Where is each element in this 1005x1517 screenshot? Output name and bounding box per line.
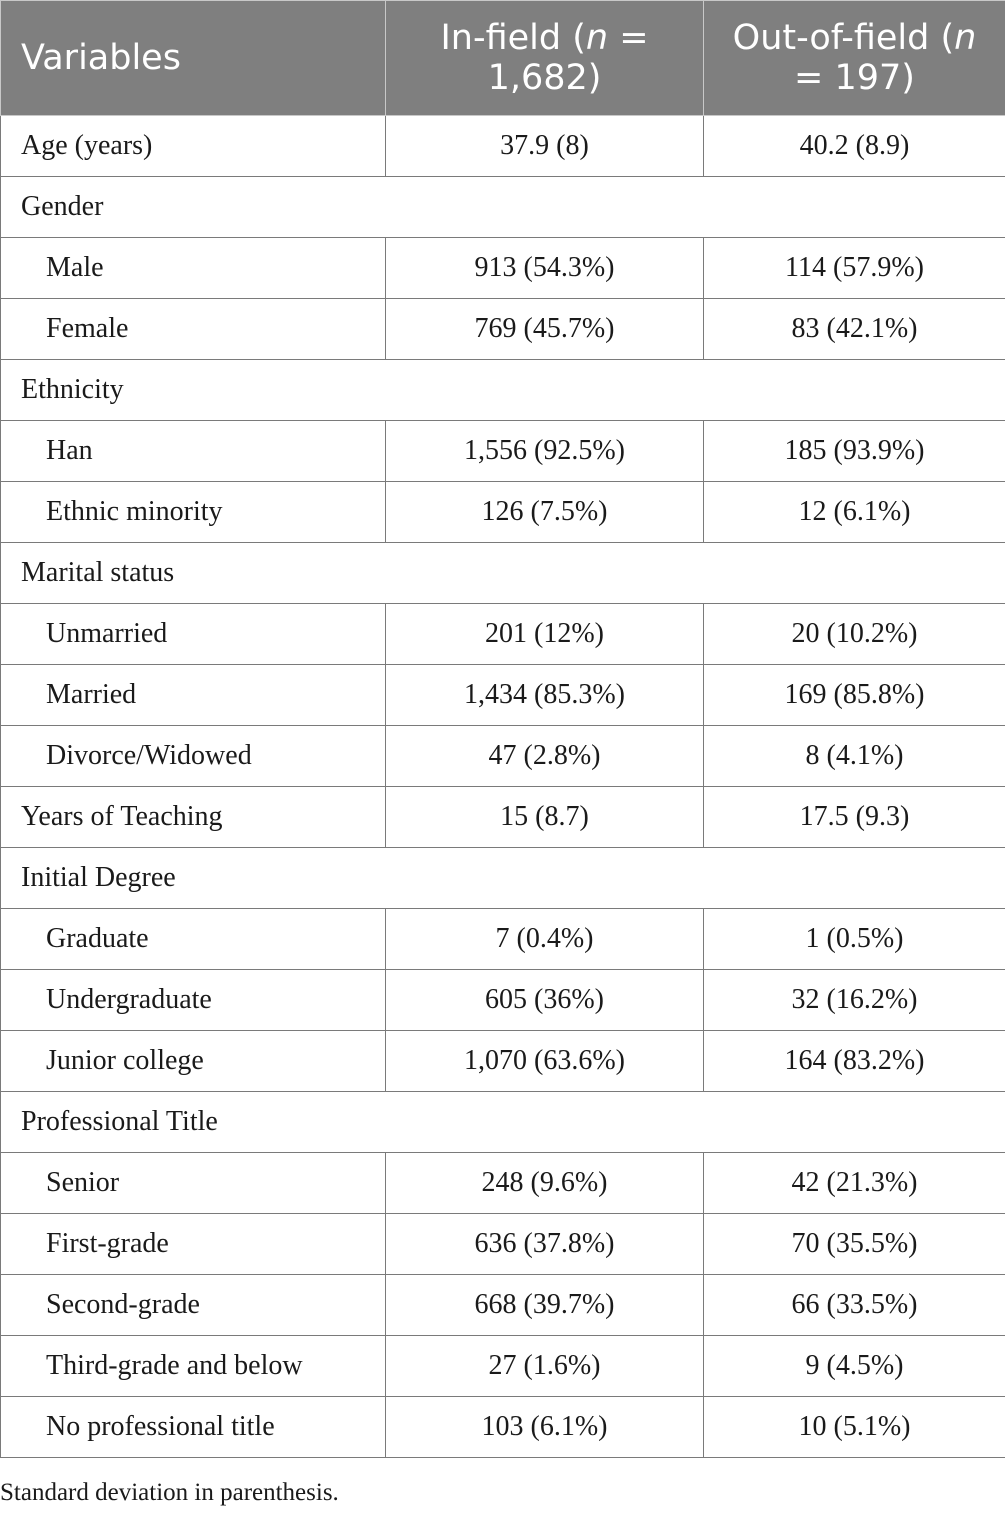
out-of-field-value: 83 (42.1%) xyxy=(704,299,1005,360)
row-label: Married xyxy=(1,665,386,726)
table-row xyxy=(1,116,1005,177)
in-field-value: 913 (54.3%) xyxy=(386,238,704,299)
row-label: Senior xyxy=(1,1153,386,1214)
out-of-field-value: 12 (6.1%) xyxy=(704,482,1005,543)
in-field-value: 7 (0.4%) xyxy=(386,909,704,970)
header-out-of-field-pre: Out-of-field ( xyxy=(732,18,955,58)
group-label: Initial Degree xyxy=(1,848,1005,909)
table-row xyxy=(1,604,1005,665)
row-label: Age (years) xyxy=(1,116,386,177)
table-row xyxy=(1,726,1005,787)
out-of-field-value: 32 (16.2%) xyxy=(704,970,1005,1031)
table-group-row xyxy=(1,177,1005,238)
header-variables xyxy=(1,1,386,116)
out-of-field-value: 20 (10.2%) xyxy=(704,604,1005,665)
table-group-row xyxy=(1,1092,1005,1153)
out-of-field-value: 9 (4.5%) xyxy=(704,1336,1005,1397)
out-of-field-value: 17.5 (9.3) xyxy=(704,787,1005,848)
out-of-field-value: 8 (4.1%) xyxy=(704,726,1005,787)
row-label: Junior college xyxy=(1,1031,386,1092)
row-label: Ethnic minority xyxy=(1,482,386,543)
table-row xyxy=(1,421,1005,482)
header-out-of-field-n: n xyxy=(954,18,977,58)
table-row xyxy=(1,1397,1005,1458)
out-of-field-value: 66 (33.5%) xyxy=(704,1275,1005,1336)
row-label: First-grade xyxy=(1,1214,386,1275)
table-group-row xyxy=(1,360,1005,421)
in-field-value: 668 (39.7%) xyxy=(386,1275,704,1336)
table-row xyxy=(1,1214,1005,1275)
out-of-field-value: 40.2 (8.9) xyxy=(704,116,1005,177)
table-header xyxy=(1,1,1005,116)
row-label: Unmarried xyxy=(1,604,386,665)
out-of-field-value: 70 (35.5%) xyxy=(704,1214,1005,1275)
table-row xyxy=(1,1275,1005,1336)
in-field-value: 605 (36%) xyxy=(386,970,704,1031)
in-field-value: 636 (37.8%) xyxy=(386,1214,704,1275)
table-row xyxy=(1,909,1005,970)
row-label: Han xyxy=(1,421,386,482)
table-group-row xyxy=(1,543,1005,604)
in-field-value: 248 (9.6%) xyxy=(386,1153,704,1214)
row-label: Third-grade and below xyxy=(1,1336,386,1397)
out-of-field-value: 10 (5.1%) xyxy=(704,1397,1005,1458)
header-in-field-pre: In-field ( xyxy=(440,18,586,58)
row-label: Divorce/Widowed xyxy=(1,726,386,787)
in-field-value: 769 (45.7%) xyxy=(386,299,704,360)
group-label: Ethnicity xyxy=(1,360,1005,421)
in-field-value: 47 (2.8%) xyxy=(386,726,704,787)
group-label: Marital status xyxy=(1,543,1005,604)
row-label: Female xyxy=(1,299,386,360)
in-field-value: 37.9 (8) xyxy=(386,116,704,177)
row-label: Second-grade xyxy=(1,1275,386,1336)
table-row xyxy=(1,1031,1005,1092)
row-label: Undergraduate xyxy=(1,970,386,1031)
header-in-field-n: n xyxy=(585,18,609,58)
row-label: Male xyxy=(1,238,386,299)
out-of-field-value: 1 (0.5%) xyxy=(704,909,1005,970)
table-row xyxy=(1,970,1005,1031)
table-row xyxy=(1,299,1005,360)
in-field-value: 1,556 (92.5%) xyxy=(386,421,704,482)
out-of-field-value: 185 (93.9%) xyxy=(704,421,1005,482)
table-row xyxy=(1,238,1005,299)
table-row xyxy=(1,482,1005,543)
header-variables-label: Variables xyxy=(21,38,181,78)
in-field-value: 15 (8.7) xyxy=(386,787,704,848)
in-field-value: 126 (7.5%) xyxy=(386,482,704,543)
in-field-value: 27 (1.6%) xyxy=(386,1336,704,1397)
in-field-value: 1,070 (63.6%) xyxy=(386,1031,704,1092)
out-of-field-value: 164 (83.2%) xyxy=(704,1031,1005,1092)
header-row xyxy=(1,1,1005,116)
out-of-field-value: 42 (21.3%) xyxy=(704,1153,1005,1214)
header-in-field-post: = 1,682) xyxy=(487,18,649,98)
row-label: Graduate xyxy=(1,909,386,970)
table-footnote: Standard deviation in parenthesis. xyxy=(0,1479,339,1506)
table-row xyxy=(1,1153,1005,1214)
in-field-value: 201 (12%) xyxy=(386,604,704,665)
table-group-row xyxy=(1,848,1005,909)
row-label: No professional title xyxy=(1,1397,386,1458)
group-label: Gender xyxy=(1,177,1005,238)
in-field-value: 1,434 (85.3%) xyxy=(386,665,704,726)
out-of-field-value: 114 (57.9%) xyxy=(704,238,1005,299)
table-row xyxy=(1,787,1005,848)
header-out-of-field-post: = 197) xyxy=(794,58,915,98)
header-in-field xyxy=(386,1,704,116)
table-row xyxy=(1,665,1005,726)
header-out-of-field xyxy=(704,1,1005,116)
in-field-value: 103 (6.1%) xyxy=(386,1397,704,1458)
group-label: Professional Title xyxy=(1,1092,1005,1153)
table-row xyxy=(1,1336,1005,1397)
row-label: Years of Teaching xyxy=(1,787,386,848)
out-of-field-value: 169 (85.8%) xyxy=(704,665,1005,726)
table-body xyxy=(1,116,1005,1458)
